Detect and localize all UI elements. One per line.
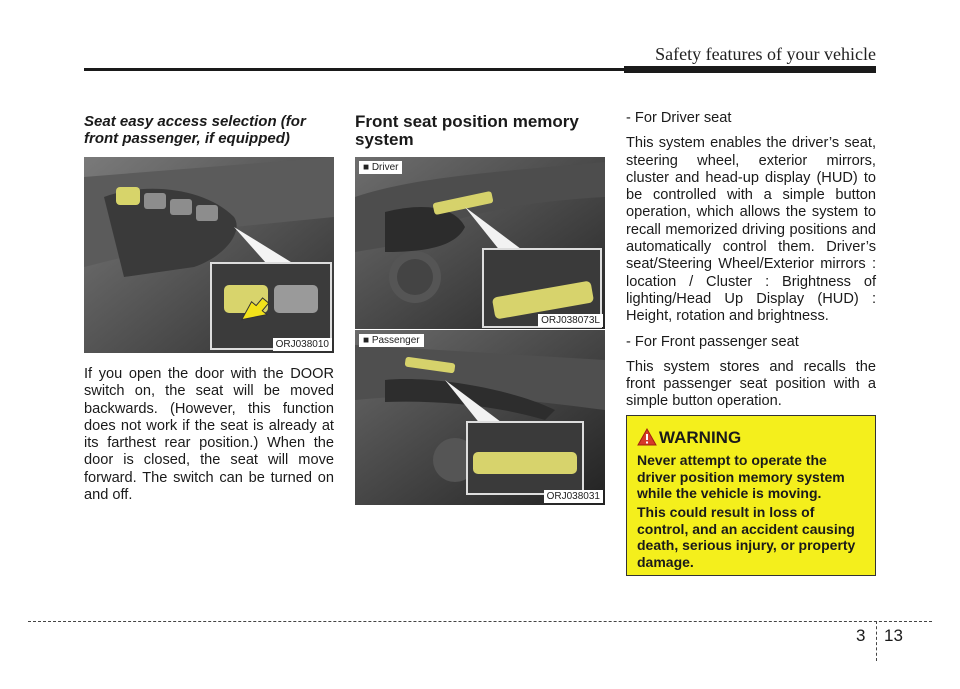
door-switch-illustration [84,157,334,353]
passenger-seat-heading: - For Front passenger seat [626,333,799,350]
footer-divider [876,621,877,661]
header-rule-thick [624,66,876,73]
easy-access-heading: Seat easy access selection (for front passenger, if equipped) [84,113,306,147]
passenger-photo [355,330,605,505]
driver-seat-heading: - For Driver seat [626,110,732,126]
page-number: 13 [884,626,903,645]
footer-rule [28,621,932,622]
driver-seat-body: This system enables the driver’s seat, steering wheel, exterior mirrors, cluster and head-up display (HUD) to be controlled with a simple button operation, which allows the system to recall memorized driving positions and automatically control them. Driver’s seat/Steering Wheel/Exterior mirrors : location / Cluster : Brightness of lighting/Head Up Display (HUD) : Height, rotation and brightness. [626,135,876,325]
photo-code: ORJ038031 [544,490,603,503]
warning-text-2: This could result in loss of control, and an accident causing death, serious injury, or property damage. [637,504,856,570]
warning-box [626,415,876,576]
driver-switch-illustration [355,157,605,329]
chapter-number: 3 [856,626,866,645]
easy-access-photo [84,157,334,353]
photo-code: ORJ038010 [273,338,332,351]
warning-title: WARNING [659,428,742,447]
right-column-text [626,110,876,419]
passenger-tag: ■ Passenger [359,334,424,347]
driver-photo [355,157,605,329]
photo-code: ORJ038073L [538,314,603,327]
driver-tag: ■ Driver [359,161,402,174]
warning-text-1: Never attempt to operate the driver position memory system while the vehicle is moving. [637,452,845,501]
running-header: Safety features of your vehicle [655,44,876,64]
passenger-switch-illustration [355,330,605,505]
memory-system-heading: Front seat position memory system [355,112,579,149]
warning-triangle-icon [637,428,657,446]
easy-access-body: If you open the door with the DOOR switch on, the seat will be moved backwards. (However, this function does not work if the seat is already at its farthest rear position.) When the door is closed, the seat will move forward. The switch can be turned on and off. [84,366,334,504]
header-rule [84,68,624,71]
passenger-seat-body: This system stores and recalls the front passenger seat position with a simple button operation. [626,358,876,410]
